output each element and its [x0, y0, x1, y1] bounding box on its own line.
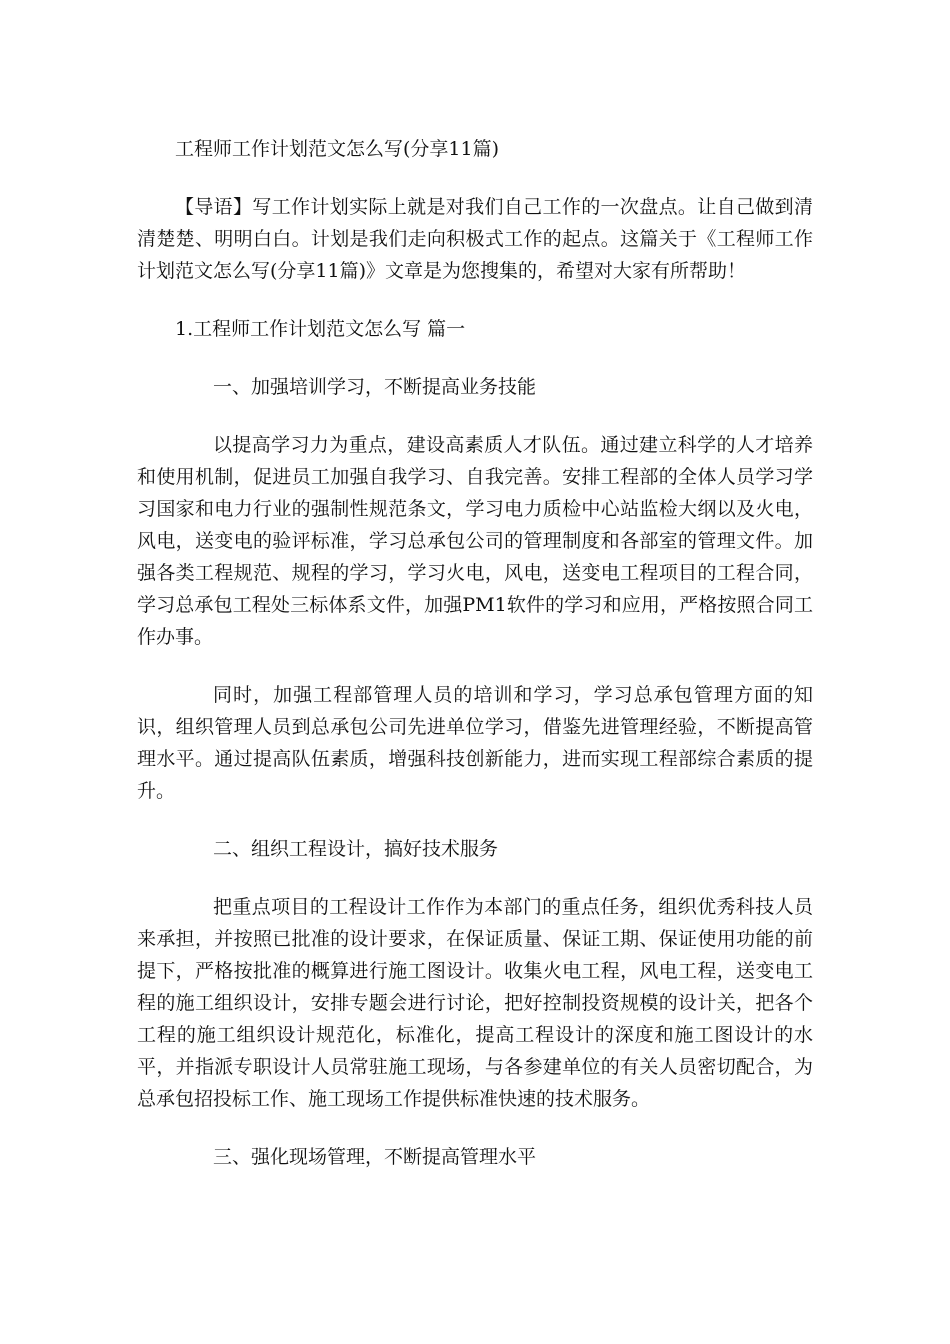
document-body	[137, 133, 813, 1199]
section-heading: 1.工程师工作计划范文怎么写 篇一	[175, 318, 466, 340]
paragraph-design: 把重点项目的工程设计工作作为本部门的重点任务，组织优秀科技人员来承担，并按照已批准的设计要求，在保证质量、保证工期、保证使用功能的前提下，严格按批准的概算进行施工图设计。收集火电工程，风电工程，送变电工程的施工组织设计，安排专题会进行讨论，把好控制投资规模的设计关，把各个工程的施工组织设计规范化，标准化，提高工程设计的深度和施工图设计的水平，并指派专职设计人员常驻施工现场，与各参建单位的有关人员密切配合，为总承包招投标工作、施工现场工作提供标准快速的技术服务。	[137, 896, 813, 1110]
document-title: 工程师工作计划范文怎么写(分享11篇)	[175, 138, 500, 160]
paragraph-management-training: 同时，加强工程部管理人员的培训和学习，学习总承包管理方面的知识，组织管理人员到总承包公司先进单位学习，借鉴先进管理经验，不断提高管理水平。通过提高队伍素质，增强科技创新能力，进而实现工程部综合素质的提升。	[137, 684, 813, 802]
paragraph-training: 以提高学习力为重点，建设高素质人才队伍。通过建立科学的人才培养和使用机制，促进员工加强自我学习、自我完善。安排工程部的全体人员学习学习国家和电力行业的强制性规范条文，学习电力质检中心站监检大纲以及火电，风电，送变电的验评标准，学习总承包公司的管理制度和各部室的管理文件。加强各类工程规范、规程的学习，学习火电，风电，送变电工程项目的工程合同，学习总承包工程处三标体系文件，加强PM1软件的学习和应用，严格按照合同工作办事。	[137, 434, 813, 648]
subheading-site-management: 三、强化现场管理，不断提高管理水平	[213, 1146, 537, 1168]
subheading-design: 二、组织工程设计，搞好技术服务	[213, 838, 499, 860]
intro-paragraph: 【导语】写工作计划实际上就是对我们自己工作的一次盘点。让自己做到清清楚楚、明明白白。计划是我们走向积极式工作的起点。这篇关于《工程师工作计划范文怎么写(分享11篇)》文章是为您搜集的，希望对大家有所帮助！	[137, 196, 813, 282]
subheading-training: 一、加强培训学习，不断提高业务技能	[213, 376, 537, 398]
